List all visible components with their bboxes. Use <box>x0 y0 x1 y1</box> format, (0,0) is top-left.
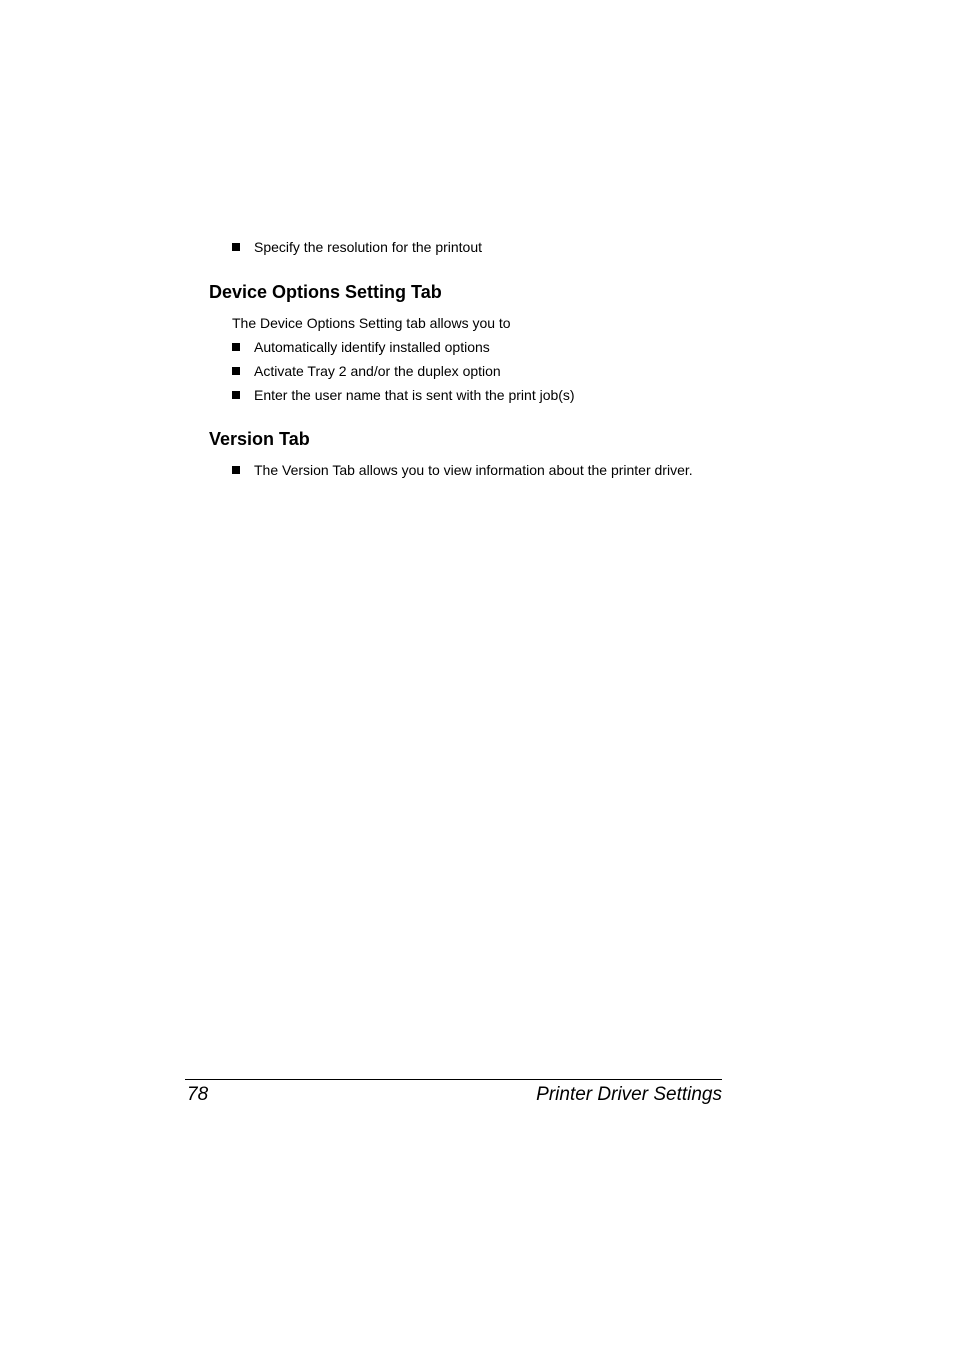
square-bullet-icon <box>232 391 240 399</box>
page-number: 78 <box>187 1084 209 1105</box>
list-item-text: Enter the user name that is sent with the print job(s) <box>254 387 575 403</box>
list-item-text: Automatically identify installed options <box>254 339 490 355</box>
list-item-text: Activate Tray 2 and/or the duplex option <box>254 363 501 379</box>
list-item <box>232 386 575 404</box>
list-item-text: The Version Tab allows you to view information about the printer driver. <box>254 462 693 478</box>
section-heading-device-options: Device Options Setting Tab <box>209 282 442 302</box>
list-item <box>232 338 490 356</box>
footer-section-title: Printer Driver Settings <box>536 1084 722 1105</box>
list-item <box>232 238 482 256</box>
list-item <box>232 362 501 380</box>
square-bullet-icon <box>232 466 240 474</box>
list-item <box>232 461 693 479</box>
list-item-text: Specify the resolution for the printout <box>254 239 483 255</box>
section-intro-text: The Device Options Setting tab allows you to <box>232 315 511 331</box>
section-heading-version: Version Tab <box>209 429 310 449</box>
footer-divider <box>185 1079 722 1080</box>
square-bullet-icon <box>232 343 240 351</box>
square-bullet-icon <box>232 367 240 375</box>
square-bullet-icon <box>232 243 240 251</box>
